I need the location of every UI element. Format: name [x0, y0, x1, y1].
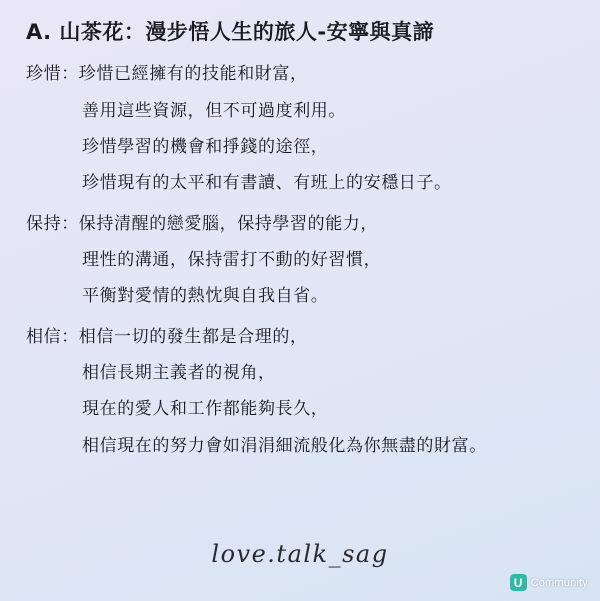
section-heading-line: 保持：保持清醒的戀愛腦，保持學習的能力， [26, 213, 378, 234]
section-cherish [26, 56, 578, 201]
watermark-label: Community [530, 576, 588, 589]
section-body-line: 平衡對愛情的熱忱與自我自省。 [82, 286, 329, 307]
section-body-line: 善用這些資源，但不可過度利用。 [82, 100, 346, 121]
community-logo-icon: U [510, 574, 527, 591]
section-body-line: 理性的溝通，保持雷打不動的好習慣， [82, 250, 382, 271]
section-body-line: 相信長期主義者的視角， [82, 363, 276, 384]
watermark [506, 572, 592, 593]
section-believe [26, 319, 578, 464]
signature-handle: love.talk_sag [211, 540, 389, 568]
section-maintain [26, 206, 578, 315]
page-title: A. 山茶花：漫步悟人生的旅人-安寧與真諦 [26, 20, 435, 44]
section-body-line: 珍惜學習的機會和掙錢的途徑， [82, 137, 329, 158]
section-body-line: 相信現在的努力會如涓涓細流般化為你無盡的財富。 [82, 435, 487, 456]
section-body-line: 珍惜現有的太平和有書讀、有班上的安穩日子。 [82, 173, 452, 194]
section-heading-line: 相信：相信一切的發生都是合理的， [26, 326, 308, 347]
section-body-line: 現在的愛人和工作都能夠長久， [82, 399, 329, 420]
section-heading-line: 珍惜：珍惜已經擁有的技能和財富， [26, 64, 308, 85]
